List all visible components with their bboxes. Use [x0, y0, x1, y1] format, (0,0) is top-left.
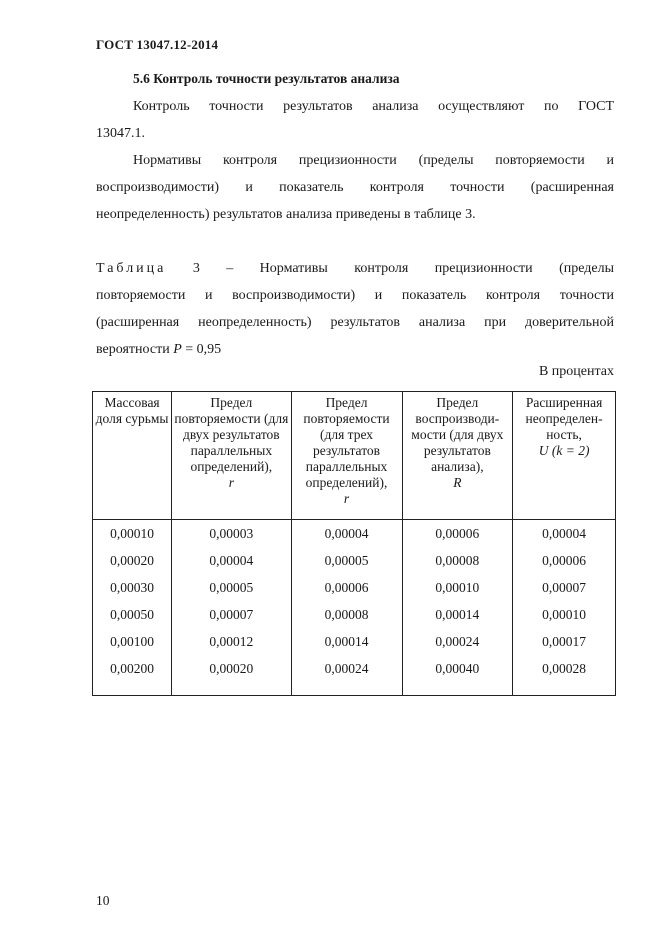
caption-label: Таблица [96, 261, 167, 276]
table-header-row [93, 392, 616, 520]
table-row [93, 574, 616, 601]
table-row [93, 547, 616, 574]
table-cell: 0,00005 [172, 574, 291, 601]
table-cell: 0,00007 [172, 601, 291, 628]
paragraph-line: 13047.1. [96, 126, 145, 141]
section-title: 5.6 Контроль точности результатов анализа [133, 71, 400, 86]
table-cell: 0,00004 [291, 520, 402, 548]
caption-text: вероятности [96, 342, 174, 357]
caption-text: 3 – Нормативы контроля прецизионности (пределы [166, 261, 614, 276]
header-symbol: U (k = 2) [538, 443, 590, 458]
table-unit: В процентах [538, 364, 614, 379]
table-cell: 0,00007 [513, 574, 616, 601]
table-cell: 0,00017 [513, 628, 616, 655]
table-cell: 0,00004 [513, 520, 616, 548]
caption-line [96, 255, 614, 282]
caption-line: повторяемости и воспроизводимости) и показатель контроля точности [96, 288, 614, 303]
header-repeatability-two: Предел повторяемости (для двух результатов параллельных определений), r [172, 392, 291, 520]
table-cell: 0,00040 [402, 655, 513, 696]
table-cell: 0,00006 [291, 574, 402, 601]
table-cell: 0,00100 [93, 628, 172, 655]
table-cell: 0,00050 [93, 601, 172, 628]
probability-symbol: P [173, 342, 182, 357]
table-cell: 0,00008 [291, 601, 402, 628]
table-cell: 0,00024 [402, 628, 513, 655]
table-cell: 0,00004 [172, 547, 291, 574]
standard-header: ГОСТ 13047.12-2014 [96, 37, 219, 52]
paragraph-line: Нормативы контроля прецизионности (пределы повторяемости и [133, 153, 614, 168]
caption-line [96, 336, 614, 363]
table-cell: 0,00020 [93, 547, 172, 574]
header-symbol: R [453, 475, 462, 490]
paragraph-line: Контроль точности результатов анализа осуществляют по ГОСТ [133, 99, 614, 114]
header-reproducibility: Предел воспроизводи-мости (для двух результатов анализа), R [402, 392, 513, 520]
paragraph-norms [96, 147, 614, 228]
table-caption [96, 255, 614, 363]
table-cell: 0,00005 [291, 547, 402, 574]
table-cell: 0,00006 [513, 547, 616, 574]
page-number: 10 [96, 893, 110, 908]
table-row [93, 628, 616, 655]
table-cell: 0,00010 [513, 601, 616, 628]
paragraph-line: неопределенность) результатов анализа приведены в таблице 3. [96, 207, 476, 222]
table-cell: 0,00003 [172, 520, 291, 548]
table-cell: 0,00028 [513, 655, 616, 696]
header-symbol: r [343, 491, 350, 506]
table-cell: 0,00014 [291, 628, 402, 655]
table-cell: 0,00014 [402, 601, 513, 628]
table-row [93, 601, 616, 628]
table-cell: 0,00020 [172, 655, 291, 696]
table-cell: 0,00006 [402, 520, 513, 548]
header-repeatability-three: Предел повторяемости (для трех результатов параллельных определений), r [291, 392, 402, 520]
table-cell: 0,00008 [402, 547, 513, 574]
data-table [92, 391, 616, 696]
table-row [93, 655, 616, 696]
table-cell: 0,00010 [93, 520, 172, 548]
header-uncertainty: Расширенная неопределен-ность, U (k = 2) [513, 392, 616, 520]
table-cell: 0,00030 [93, 574, 172, 601]
paragraph-control [96, 93, 614, 147]
header-symbol: r [228, 475, 234, 490]
table-cell: 0,00024 [291, 655, 402, 696]
caption-line: (расширенная неопределенность) результатов анализа при доверительной [96, 315, 614, 330]
probability-value: = 0,95 [181, 342, 222, 357]
header-mass-fraction: Массовая доля сурьмы [93, 392, 172, 520]
table-row [93, 520, 616, 548]
table-cell: 0,00012 [172, 628, 291, 655]
table-cell: 0,00010 [402, 574, 513, 601]
table-cell: 0,00200 [93, 655, 172, 696]
paragraph-line: воспроизводимости) и показатель контроля точности (расширенная [96, 180, 614, 195]
